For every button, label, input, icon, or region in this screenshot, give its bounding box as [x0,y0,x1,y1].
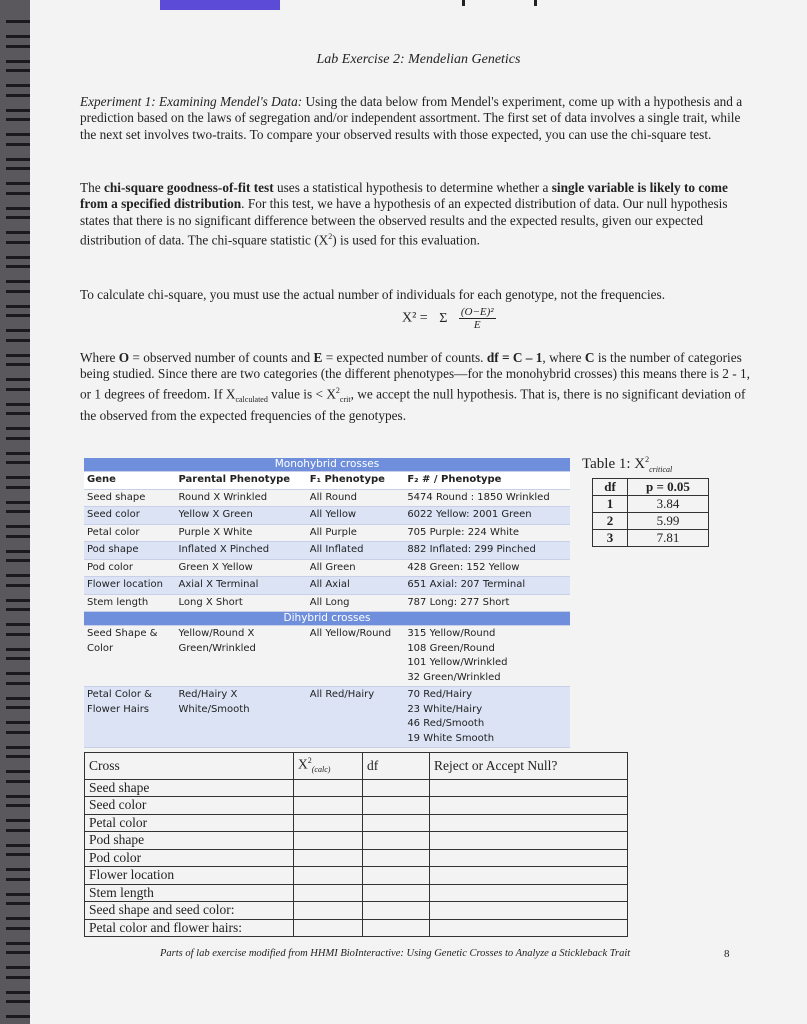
table-row [84,524,570,542]
table-cell: Flower location [84,577,176,595]
results-cross-label: Flower location [85,867,294,885]
results-df-cell [363,884,430,902]
chi-square-formula [402,306,496,331]
table-cell-line: Red/Hairy X [178,689,238,700]
xcalc-sub: (calc) [311,765,331,775]
formula-lhs: X² = [402,310,428,326]
page-top-mark [160,0,280,10]
results-xcalc-cell [294,779,363,797]
results-xcalc-cell [294,797,363,815]
table-cell-line: 101 Yellow/Wrinkled [407,657,508,668]
critical-table-title: Table 1: $X^2_{critical}$ [582,455,673,474]
results-df-cell [363,902,430,920]
table-cell: Green X Yellow [176,559,307,577]
table-cell: All Red/Hairy [307,687,405,748]
results-cross-label: Petal color [85,814,294,832]
critical-cell: 3 [593,530,628,547]
results-xcalc-cell [294,849,363,867]
critical-title-text: Table 1: X [582,456,646,472]
chi-text: . For this test, we have a hypothesis of an expected distribution of data. Our null hypothesis states that there is no significant difference between the observed results and the expected results, given our expected distribution of data. The chi-square statistic (X [80,196,728,248]
results-row [85,797,628,815]
table-row [84,489,570,507]
dihybrid-band [84,612,570,626]
critical-row [593,513,709,530]
intro-lead: Experiment 1: Examining Mendel's Data: [80,94,303,109]
critical-title-sub: critical [649,465,673,474]
results-null-cell [430,797,628,815]
where-text: , we accept the null hypothesis. That is, there is no significant deviation of the observed from the expected frequencies of the genotypes. [80,386,746,424]
formula-denominator: E [473,319,481,331]
table-row [84,577,570,595]
table-cell: Purple X White [176,524,307,542]
table-cell-line: 108 Green/Round [407,642,495,654]
results-cross-label: Petal color and flower hairs: [85,919,294,937]
results-row [85,814,628,832]
table-cell [84,626,176,687]
table-cell: All Long [307,594,405,612]
table-row [84,559,570,577]
table-cell-line: Flower Hairs [87,703,150,715]
document-page [30,0,807,1024]
results-null-cell [430,779,628,797]
critical-cell: 3.84 [628,496,709,513]
where-text: value is < X [267,386,336,402]
results-cross-label: Seed shape [85,779,294,797]
table-cell-line: White/Smooth [178,703,250,715]
results-table [84,752,628,937]
formula-numerator: (O−E)² [460,306,494,318]
monohybrid-band [84,458,570,472]
results-header-xcalc: $X^2_{(calc)}$ [294,753,363,780]
table-cell: Axial X Terminal [176,577,307,595]
table-cell [404,626,570,687]
table-cell: 651 Axial: 207 Terminal [404,577,570,595]
xcalc-symbol: X [298,756,308,772]
results-df-cell [363,814,430,832]
results-null-cell [430,919,628,937]
results-xcalc-cell [294,867,363,885]
where-df: df = C – 1 [486,350,543,365]
table-row [84,542,570,560]
results-df-cell [363,779,430,797]
results-null-cell [430,832,628,850]
results-row [85,884,628,902]
table-row [84,687,570,748]
table-cell: Pod shape [84,542,176,560]
page-title: Lab Exercise 2: Mendelian Genetics [316,52,521,67]
results-row [85,902,628,920]
formula-fraction [459,306,496,331]
formula-sigma: Σ [439,310,448,326]
results-xcalc-cell [294,919,363,937]
table-cell-line: 32 Green/Wrinkled [407,671,501,683]
results-df-cell [363,832,430,850]
table-cell: Seed color [84,507,176,525]
intro-text: Using the data below from Mendel's experiment, come up with a hypothesis and a prediction based on the laws of segregation and/or independent assortment. The first set of data involves a single trait, while the next set involves two-traits. To compare your observed results with those expected, you can use the chi-square test. [80,94,743,142]
results-df-cell [363,867,430,885]
table-cell-line: 315 Yellow/Round [407,628,496,639]
table-cell [176,626,307,687]
results-xcalc-cell [294,832,363,850]
results-cross-label: Pod color [85,849,294,867]
table-cell: Petal color [84,524,176,542]
table-row [84,594,570,612]
table-cell: All Round [307,489,405,507]
table-cell [176,687,307,748]
table-cell-line: Yellow/Round X [178,628,255,639]
results-df-cell [363,797,430,815]
chi-text: ) is used for this evaluation. [332,232,480,248]
table-cell-line: 46 Red/Smooth [407,718,485,729]
table-cell [84,687,176,748]
results-null-cell [430,884,628,902]
table-cell: 6022 Yellow: 2001 Green [404,507,570,525]
results-null-cell [430,902,628,920]
table-cell: 5474 Round : 1850 Wrinkled [404,489,570,507]
page-number: 8 [724,948,730,960]
table-cell-line: Petal Color & [87,689,152,700]
results-row [85,779,628,797]
results-cross-label: Pod shape [85,832,294,850]
critical-cell: 5.99 [628,513,709,530]
table-header-cell: Gene [84,472,176,490]
page-top-tick [534,0,537,6]
results-cross-label: Seed color [85,797,294,815]
table-cell: 882 Inflated: 299 Pinched [404,542,570,560]
table-cell: Round X Wrinkled [176,489,307,507]
where-c: C [584,350,595,365]
critical-values-table [592,478,709,547]
where-text: = observed number of counts and [129,350,314,365]
table-cell-line: 19 White Smooth [407,732,495,744]
results-null-cell [430,849,628,867]
critical-row [593,530,709,547]
table-cell: All Yellow/Round [307,626,405,687]
where-calc-sub: calculated [235,394,268,404]
critical-header-row [593,479,709,496]
table-row [84,507,570,525]
results-header-df: df [363,753,430,780]
results-cross-label: Seed shape and seed color: [85,902,294,920]
chi-term: chi-square goodness-of-fit test [104,180,274,195]
dihybrid-band-label: Dihybrid crosses [84,612,570,626]
page-top-tick [462,0,465,6]
results-xcalc-cell [294,814,363,832]
critical-cell: 2 [593,513,628,530]
critical-header-cell: df [593,479,628,496]
table-cell: 787 Long: 277 Short [404,594,570,612]
table-cell: All Inflated [307,542,405,560]
results-xcalc-cell [294,884,363,902]
chi-emphasis: single variable is likely to come from a specified distribution [80,180,728,212]
results-header-cross: Cross [85,753,294,780]
chi-text: uses a statistical hypothesis to determine whether a [273,180,552,195]
table-cell: Pod color [84,559,176,577]
intro-paragraph [80,94,750,143]
results-row [85,832,628,850]
critical-row [593,496,709,513]
results-df-cell [363,849,430,867]
where-text: = expected number of counts. [322,350,487,365]
critical-cell: 7.81 [628,530,709,547]
where-paragraph: Where O = observed number of counts and E = expected number of counts. df = C – 1, where C is the number of categories being studied. Since there are two categories (the different phenotypes—for the monohybrid crosses) this means there is 2 - 1, or 1 degrees of freedom. If $X_{calculated}$ value is < $X^2_{crit}$, we accept the null hypothesis. That is, there is no significant deviation of the observed from the expected frequencies of the genotypes. [80,350,750,424]
table-cell-line: 70 Red/Hairy [407,689,473,700]
where-text: is the number of categories being studied. Since there are two categories (the different phenotypes—for the monohybrid crosses) this means there is 2 - 1, or 1 degrees of freedom. If X [80,350,750,402]
table-header-row [84,472,570,490]
where-crit-sub: crit [339,394,351,404]
monohybrid-band-label: Monohybrid crosses [84,458,570,472]
where-text: Where [80,350,119,365]
calc-paragraph: To calculate chi-square, you must use the actual number of individuals for each genotype, not the frequencies. [80,287,666,302]
table-cell: All Axial [307,577,405,595]
table-header-cell: Parental Phenotype [176,472,307,490]
results-null-cell [430,867,628,885]
table-cell-line: Seed Shape & [87,628,158,639]
table-cell: Inflated X Pinched [176,542,307,560]
table-cell: Yellow X Green [176,507,307,525]
results-xcalc-cell [294,902,363,920]
page-footer: Parts of lab exercise modified from HHMI BioInteractive: Using Genetic Crosses to Analyze a Stickleback Trait [160,948,631,959]
table-cell-line: Color [87,642,114,654]
results-header-null: Reject or Accept Null? [430,753,628,780]
results-cross-label: Stem length [85,884,294,902]
table-cell: Seed shape [84,489,176,507]
table-cell: Stem length [84,594,176,612]
results-row [85,849,628,867]
results-row [85,919,628,937]
results-row [85,867,628,885]
table-cell: All Yellow [307,507,405,525]
results-header-row [85,753,628,780]
table-header-cell: F₁ Phenotype [307,472,405,490]
where-e: E [313,350,323,365]
table-cell: All Green [307,559,405,577]
table-cell [404,687,570,748]
mendel-data-table [84,458,570,748]
table-cell: Long X Short [176,594,307,612]
where-o: O [118,350,130,365]
results-df-cell [363,919,430,937]
where-text: , where [542,350,585,365]
table-header-cell: F₂ # / Phenotype [404,472,570,490]
chi-square-paragraph: The chi-square goodness-of-fit test uses a statistical hypothesis to determine whether a single variable is likely to come from a specified distribution. For this test, we have a hypothesis of an expected distribution of data. Our null hypothesis states that there is no significant difference between the observed results and the expected results, given our expected distribution of data. The chi-square statistic $(X^2)$ is used for this evaluation. [80,180,728,248]
table-cell: 705 Purple: 224 White [404,524,570,542]
table-cell-line: 23 White/Hairy [407,703,483,715]
table-cell-line: Green/Wrinkled [178,642,256,654]
chi-text: The [80,180,104,195]
table-row [84,626,570,687]
results-null-cell [430,814,628,832]
table-cell: 428 Green: 152 Yellow [404,559,570,577]
critical-cell: 1 [593,496,628,513]
critical-header-cell: p = 0.05 [628,479,709,496]
table-cell: All Purple [307,524,405,542]
